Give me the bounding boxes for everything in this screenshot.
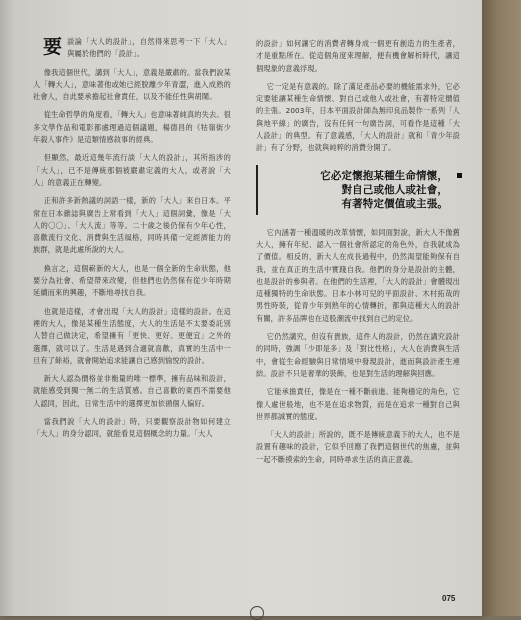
book-spine [482,0,521,616]
page-corner-circle-icon [250,606,264,620]
paragraph: 但顯然，最近這幾年流行談「大人的設計」，其所指涉的「大人」，已不是傳統那個被嚴肅定義的大人，或者說「大人」的意義正在轉變。 [33,153,231,187]
paragraph: 新大人認為價格並非衡量的唯一標準，擁有品味和設計，就能感受到獨一無二的生活質感。自己喜歡的東西不需要他人認同，因此，日常生活中的選擇更加依循個人偏好。 [33,374,231,408]
page-number: 075 [442,594,456,603]
paragraph: 它仍然講究，但沒有貴族，這件人的設計，仍然在講究設計的同時，強調「少即是多」及「對比性格」，大人在消費與生活中，會從生命經驗與日常情境中發現設計，進而與設計產生連結。設計不只是奢華的裝飾，也是對生活的理解與回應。 [256,332,460,378]
pull-quote-square-icon [457,173,462,178]
paragraph: 也就是這樣，才會出現「大人的設計」這樣的設計。在這裡的大人，像是某種生活態度，大人的生活是不太要委託別人替自己做決定，希望擁有「更快、更好、更便宜」之外的選擇，就可以了。生活是遇到合適就喜歡，真實的生活中一旦有了餘裕，就會開始追求能讓自己感到愉悅的設計。 [33,306,231,365]
paragraph: 當我們說「大人的設計」時，只要觀察設計物如何建立「大人」的身分認同，就能看見這個概念的力量。「大人 [33,417,231,439]
pull-quote-text: 它必定懷抱某種生命情懷， 對自己或他人或社會， 有著特定價值或主張。 [320,169,448,210]
drop-cap: 要 [43,36,63,58]
paragraph: 正和許多新熱議的詞語一樣，新的「大人」來自日本。平常在日本雜誌與廣告上常看到「大人」這個詞彙，像是「大人的〇〇」、「大人流」等等。二十歲之後仍保有少年心性，喜歡流行文化、消費與生活風格，同時具備一定經濟能力的族群，就是此處所說的大人。 [33,196,231,255]
pull-quote [256,165,460,215]
paragraph: 從生命哲學的角度看，「轉大人」也意味著純真的失去。很多文學作品和電影都處理過這個議題，楊德昌的《牯嶺街少年殺人事件》是這類情感敘事的經典。 [33,110,231,145]
paragraph: 「大人的設計」所說的，既不是傳統意義下的大人，也不是設置有趣味的設計，它似乎回應了我們這個世代的焦慮，並與一起不斷摸索的生命，同時尋求生活的真正意義。 [256,430,460,464]
paragraph: 像我這個世代，講到「大人」，意義是嚴肅的。當我們說某人「轉大人」，意味著他或她已經脫離少年青澀，進入成熟的社會人，自此要承擔起社會責任，以及不能任性與胡鬧。 [33,67,231,102]
paragraph: 它能承擔責任，像是在一種不斷前進、能夠穩定的角色，它像人處世般地，也不是在追求物質，而是在追求一種對自己與世界都誠實的態度。 [256,387,460,421]
paragraph: 它內涵著一種溫暖的改革情懷，如同面對說，新大人不像舊大人，擁有年紀、認入一個社會所認定的角色外，自我就成為了價值。相反的，新大人在成長過程中，仍然渴望能夠保有自我，並在真正的生活中實踐自我。他們的身分是設計的主體，也是設計的參與者。在他們的生活裡，「大人的設計」會體現出這種獨特的生命狀態。日本小林可兒的平面設計、木村拓哉的男性時裝，從青少年到熟年的心情轉折，都與這種大人的設計有關，許多品牌也在這股潮流中找到自己的定位。 [256,227,460,323]
paragraph: 它一定是有意義的。除了滿足產品必要的機能需求外，它必定要能讓某種生命情懷、對自己或他人或社會，有著特定價值的主張。2003年，日本平面設計師為無印良品製作一系列「人與地平線」的廣告，沒有任何一句廣告詞，可看作是這種「大人設計」的典型。有了意義感，「大人的設計」就和「青少年設計」有了分野，也就與純粹的消費分開了。 [256,81,460,153]
page-fold-shadow [0,0,14,616]
left-column [33,36,231,447]
right-column [256,38,460,472]
paragraph: 談論「大人的設計」，自然得來思考一下「大人」與屬於他們的「設計」。 [67,37,231,59]
paragraph: 換言之，這個嶄新的大人，也是一個全新的生命狀態，他要分為社會、希望帶來改變，但他們也仍然保有從少年時期延續而來的興趣，不斷地尋找自我。 [33,263,231,298]
paragraph: 的設計」如何讓它的消費者轉身成一個更有創造力的生產者，才是重點所在。從這個角度來理解，便有機會解析時代，讓這個現象的意義浮現。 [256,39,460,73]
